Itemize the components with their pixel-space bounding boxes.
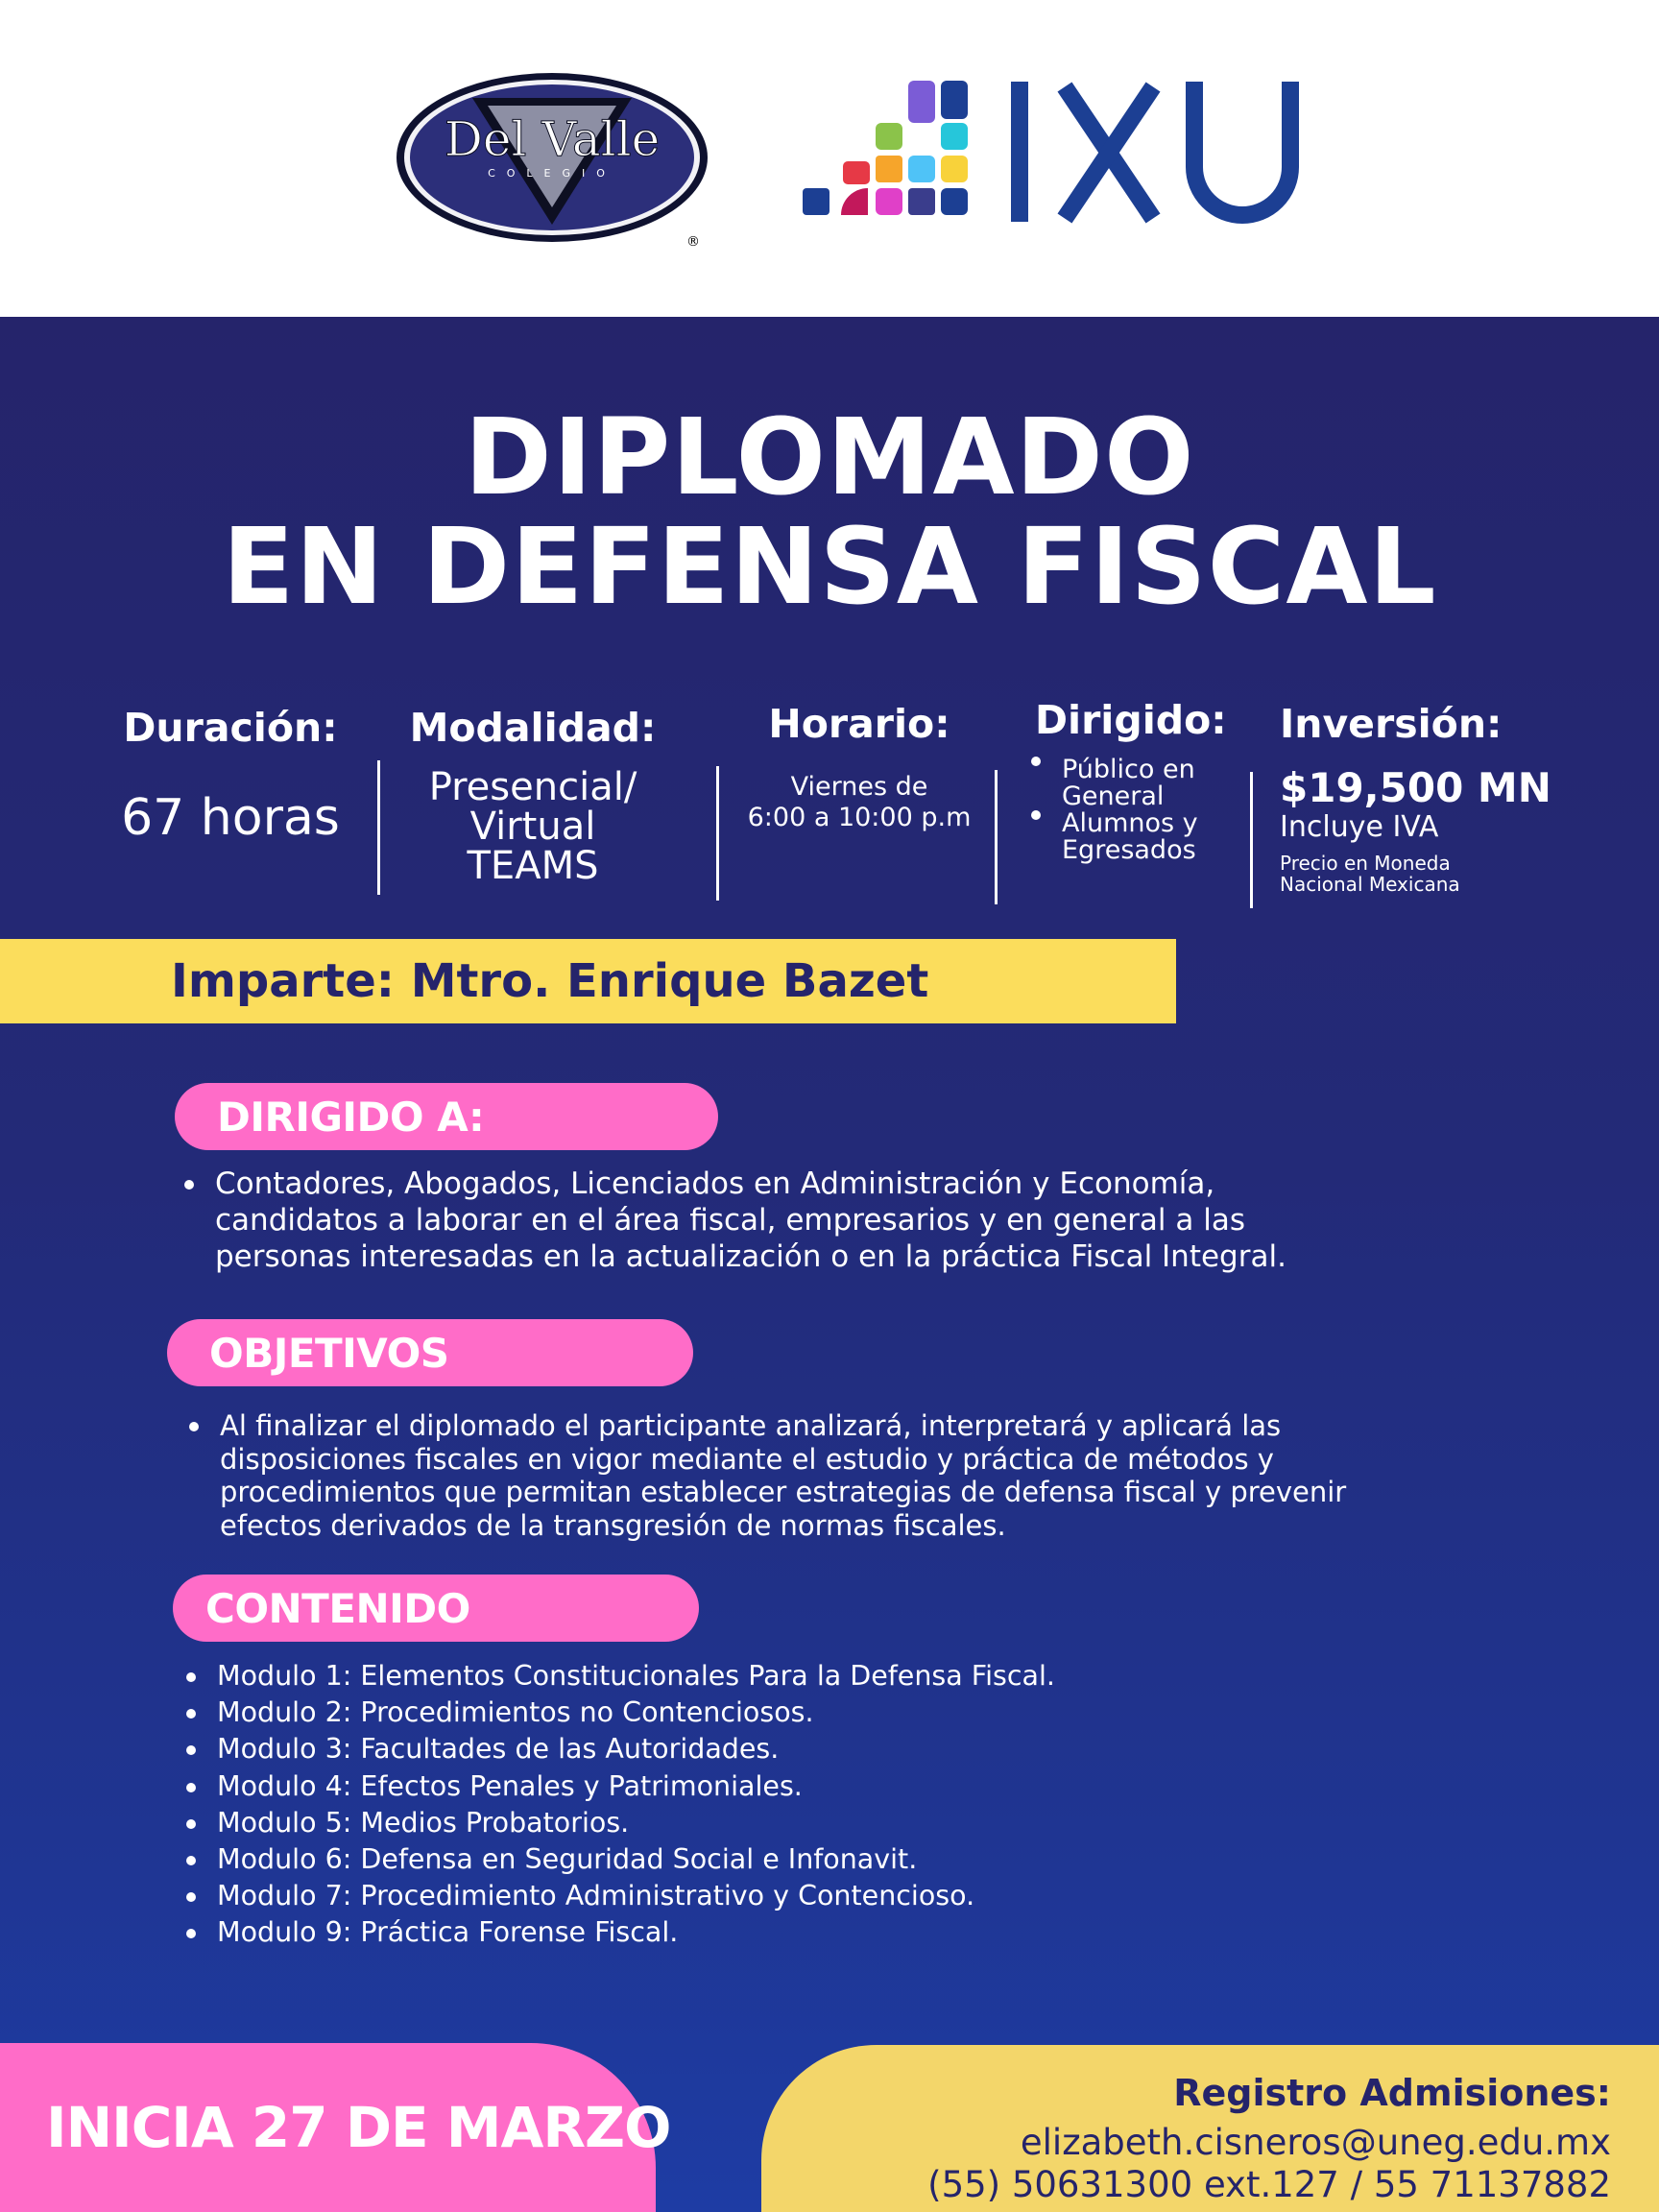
- list-item: Alumnos y Egresados: [1027, 810, 1219, 864]
- modalidad-line-2: Virtual: [469, 805, 596, 849]
- imparte-text: Imparte: Mtro. Enrique Bazet: [171, 954, 929, 1008]
- registro-phone[interactable]: (55) 50631300 ext.127 / 55 71137882: [927, 2164, 1611, 2205]
- list-item: Modulo 4: Efectos Penales y Patrimoniales.: [182, 1768, 1055, 1805]
- title-line-2: EN DEFENSA FISCAL: [222, 505, 1437, 628]
- horario-column: [739, 701, 979, 833]
- contenido-heading-text: CONTENIDO: [205, 1585, 470, 1632]
- inversion-column: [1280, 701, 1568, 895]
- objetivos-heading: [167, 1319, 693, 1386]
- contenido-list: [182, 1658, 1055, 1952]
- duracion-value: 67 horas: [121, 789, 340, 847]
- list-item: Modulo 9: Práctica Forense Fiscal.: [182, 1914, 1055, 1951]
- divider-3: [995, 770, 998, 904]
- registro-title: Registro Admisiones:: [1173, 2072, 1611, 2114]
- svg-text:COLEGIO: COLEGIO: [488, 167, 616, 180]
- registro-box: [761, 2045, 1659, 2212]
- objetivos-heading-text: OBJETIVOS: [209, 1330, 449, 1377]
- horario-line-2: 6:00 a 10:00 p.m: [747, 803, 972, 832]
- ixu-logo: [803, 81, 1302, 225]
- dirigido-label: Dirigido:: [1035, 697, 1227, 743]
- registro-email[interactable]: elizabeth.cisneros@uneg.edu.mx: [1020, 2122, 1611, 2163]
- modalidad-line-3: TEAMS: [467, 844, 599, 888]
- modalidad-line-1: Presencial/: [428, 765, 637, 809]
- modalidad-column: [403, 705, 662, 886]
- duracion-column: [120, 705, 341, 845]
- list-item: Público en General: [1027, 757, 1219, 810]
- list-item: Modulo 1: Elementos Constitucionales Para la Defensa Fiscal.: [182, 1658, 1055, 1695]
- list-item: Modulo 3: Facultades de las Autoridades.: [182, 1731, 1055, 1767]
- contenido-heading: [173, 1575, 699, 1642]
- svg-text:®: ®: [686, 234, 700, 250]
- start-date-text: INICIA 27 DE MARZO: [46, 2095, 671, 2160]
- dirigido-column: [1027, 697, 1227, 865]
- price-note-2: Nacional Mexicana: [1280, 873, 1460, 896]
- divider-4: [1250, 772, 1253, 908]
- list-item: Modulo 7: Procedimiento Administrativo y Contencioso.: [182, 1878, 1055, 1914]
- list-item: Al finalizar el diplomado el participante analizará, interpretará y aplicará las disposiciones fiscales en vigor mediante el estudio y práctica de métodos y procedimientos que permitan establecer estrategias de defensa fiscal y prevenir efectos derivados de la transgresión de normas fiscales.: [185, 1409, 1346, 1542]
- inversion-label: Inversión:: [1280, 701, 1503, 747]
- svg-text:Del Valle: Del Valle: [444, 111, 661, 167]
- divider-2: [716, 766, 719, 901]
- list-item: Contadores, Abogados, Licenciados en Administración y Economía, candidatos a laborar en el área fiscal, empresarios y en general a las personas interesadas en la actualización o en la práctica Fiscal Integral.: [180, 1166, 1286, 1275]
- list-item: Modulo 5: Medios Probatorios.: [182, 1805, 1055, 1841]
- list-item: Modulo 2: Procedimientos no Contenciosos.: [182, 1695, 1055, 1731]
- price-note-1: Precio en Moneda: [1280, 852, 1451, 875]
- title-line-1: DIPLOMADO: [464, 396, 1195, 518]
- main-panel: [0, 317, 1659, 2212]
- horario-line-1: Viernes de: [790, 772, 928, 802]
- dirigido-a-heading: [175, 1083, 718, 1150]
- imparte-banner: [0, 939, 1176, 1023]
- dirigido-a-list: [180, 1166, 1286, 1275]
- objetivos-list: [185, 1409, 1346, 1542]
- duracion-label: Duración:: [123, 705, 338, 751]
- modalidad-label: Modalidad:: [409, 705, 657, 751]
- list-item: Modulo 6: Defensa en Seguridad Social e Infonavit.: [182, 1841, 1055, 1878]
- price-iva: Incluye IVA: [1280, 810, 1439, 844]
- del-valle-logo: [394, 71, 710, 250]
- price: $19,500 MN: [1280, 764, 1551, 811]
- divider-1: [377, 760, 380, 895]
- dirigido-list: [1027, 757, 1219, 864]
- horario-label: Horario:: [768, 701, 950, 747]
- header: [0, 0, 1659, 317]
- dirigido-a-heading-text: DIRIGIDO A:: [217, 1094, 485, 1141]
- start-date-banner: [0, 2043, 671, 2212]
- svg-text:IXU: IXU: [803, 81, 805, 82]
